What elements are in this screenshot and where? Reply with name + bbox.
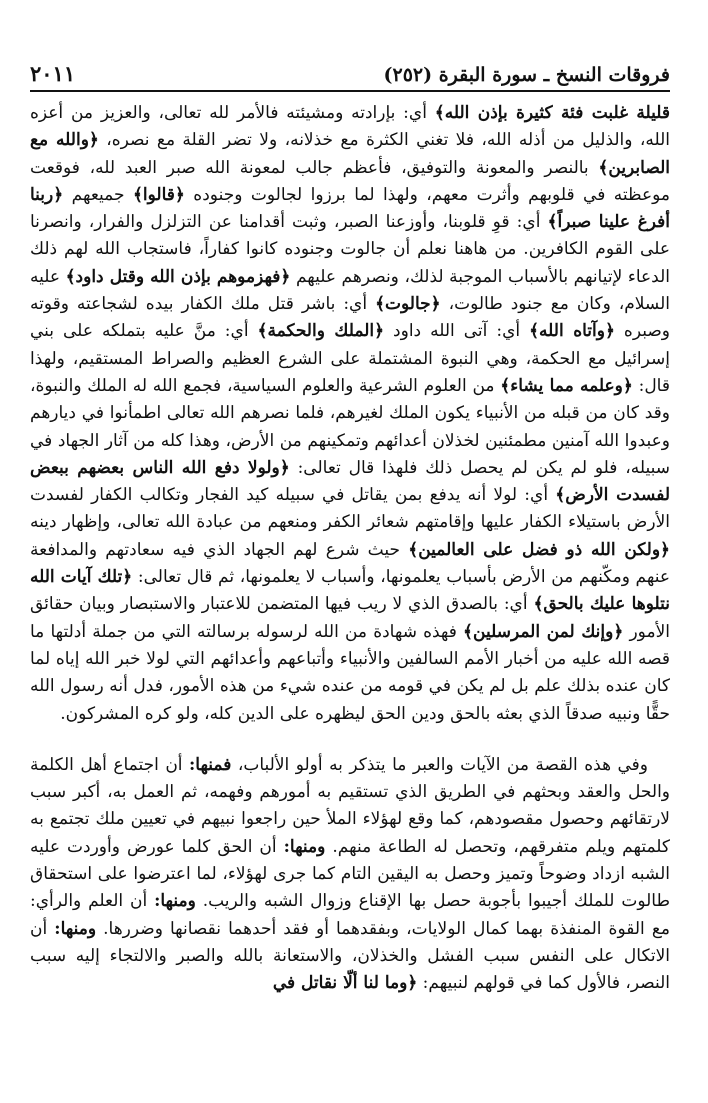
quran-quote: ﴿والله مع الصابرين﴾ (30, 130, 670, 178)
page-number: ٢٠١١ (30, 61, 76, 86)
quran-quote: ﴿وإنك لمن المرسلين﴾ (463, 621, 624, 642)
paragraph-2 (30, 752, 670, 998)
point-keyword: ومنها: (154, 891, 196, 912)
point-keyword: فمنها: (189, 754, 232, 775)
point-keyword: ومنها: (54, 918, 97, 939)
text-run: أن العلم والرأي: مع القوة المنفذة بهما كمال الولايات، وبفقدهما أو فقد أحدهما نقصانها وضررها. (30, 891, 670, 939)
quran-quote: ﴿وما لنا ألّا نقاتل في (272, 973, 418, 994)
text-run: أي: منَّ عليه بتملكه على بني إسرائيل مع الحكمة، وهي النبوة المشتملة على الشرع العظيم والصراط المستقيم، ولهذا قال: (30, 321, 670, 396)
text-run: فهذه شهادة من الله لرسوله برسالته التي من جملة أدلتها ما قصه الله عليه من أخبار الأمم السالفين والأنبياء وأتباعهم وأعدائهم التي لولا خبر الله إياه لما كان عنده بذلك علم بل لم يكن في قومه من عنده شيء من هذه الأمور، فدل أنه رسول الله حقًّا ونبيه صدقاً الذي بعثه بالحق ودين الحق ليظهره على الدين كله، ولو كره المشركون. (30, 621, 670, 724)
text-run: من العلوم الشرعية والعلوم السياسية، فجمع الله له الملك والنبوة، وقد كان من قبله من الأنبياء يكون الملك لغيرهم، فلما نصرهم الله تعالى اطمأنوا في ديارهم وعبدوا الله آمنين مطمئنين لخذلان أعدائهم وتمكينهم من الأرض، وهذا كله من آثار الجهاد في سبيله، فلو لم يكن لم يحصل ذلك فلهذا قال تعالى: (30, 375, 670, 478)
running-title: فروقات النسخ ـ سورة البقرة (٢٥٢) (383, 64, 670, 86)
text-run: أي: آتى الله داود (384, 321, 530, 342)
text-run: وفي هذه القصة من الآيات والعبر ما يتذكر به أولو الألباب، (231, 754, 648, 775)
text-run: جميعهم (63, 184, 133, 205)
page-header (30, 56, 670, 92)
text-run: عليه السلام، وكان مع جنود طالوت، (30, 266, 670, 315)
point-keyword: ومنها: (283, 836, 326, 857)
body-text (30, 100, 670, 998)
text-run: أن الاتكال على النفس سبب الفشل والخذلان، والاستعانة بالله والصبر والالتجاء إليه سبب النصر، فالأول كما في قولهم لنبيهم: (30, 918, 670, 994)
quran-quote: ﴿قالوا﴾ (132, 184, 185, 205)
text-run: أي: قوِ قلوبنا، وأوزعنا الصبر، وثبت أقدامنا عن التزلزل والفرار، وانصرنا على القوم الكافرين. من هاهنا نعلم أن جالوت وجنوده كانوا كفاراً، فاستجاب الله لهم ذلك الدعاء لإتيانهم بالأسباب الموجبة لذلك، ونصرهم عليهم (30, 212, 671, 287)
text-run: حيث شرع لهم الجهاد الذي فيه سعادتهم والمدافعة عنهم ومكّنهم من الأرض بأسباب يعلمونها، وأسباب لا يعلمونها، ثم قال تعالى: (30, 539, 670, 588)
text-run: أن اجتماع أهل الكلمة والحل والعقد وبحثهم في الطريق الذي تستقيم به أمورهم وفهمه، ثم العمل به، أكبر سبب لارتقائهم وحصول مقصودهم، كما وقع لهؤلاء الملأ حين راجعوا نبيهم في تعيين ملك تجتمع به كلمتهم ويلم متفرقهم، وتحصل له الطاعة منهم. (30, 754, 670, 857)
quran-quote: ﴿وعلمه مما يشاء﴾ (500, 375, 633, 396)
text-run: أي: بالصدق الذي لا ريب فيها المتضمن للاعتبار والاستبصار وبيان حقائق الأمور (30, 594, 670, 642)
quran-quote: قليلة غلبت فئة كثيرة بإذن الله﴾ (434, 103, 670, 123)
text-run: بالنصر والمعونة والتوفيق، فأعظم جالب لمعونة الله صبر العبد لله، فوقعت موعظته في قلوبهم وأثرت معهم، ولهذا لما برزوا لجالوت وجنوده (30, 157, 670, 205)
quran-quote: ﴿ربنا أفرغ علينا صبراً﴾ (30, 184, 670, 233)
quran-quote: ﴿ولكن الله ذو فضل على العالمين﴾ (408, 539, 670, 560)
paragraph-1 (30, 100, 670, 728)
text-run: أي: لولا أنه يدفع بمن يقاتل في سبيله كيد الفجار وتكالب الكفار لفسدت الأرض باستيلاء الكفار عليها وإقامتهم شعائر الكفر ومنعهم من عبادة الله تعالى، وإظهار دينه (30, 485, 670, 533)
text-run: أن الحق كلما عورض وأوردت عليه الشبه ازداد وضوحاً وتميز وحصل به اليقين التام كما جرى لهؤلاء، لما اعترضوا على استحقاق طالوت للملك أجيبوا بأجوبة حصل بها الإقناع وزوال الشبه والريب. (30, 836, 670, 912)
quran-quote: ﴿تلك آيات الله نتلوها عليك بالحق﴾ (30, 567, 671, 615)
quran-quote: ﴿فهزموهم بإذن الله وقتل داود﴾ (65, 266, 291, 287)
text-run: أي: بإرادته ومشيئته فالأمر لله تعالى، والعزيز من أعزه الله، والذليل من أذله الله، فلا تغني الكثرة مع خذلانه، ولا تضر القلة مع نصره، (30, 103, 670, 151)
text-run: أي: باشر قتل ملك الكفار بيده لشجاعته وقوته وصبره (30, 294, 670, 342)
quran-quote: ﴿وآتاه الله﴾ (529, 321, 615, 342)
quran-quote: ﴿الملك والحكمة﴾ (257, 321, 385, 342)
quran-quote: ﴿جالوت﴾ (375, 294, 441, 315)
quran-quote: ﴿ولولا دفع الله الناس بعضهم ببعض لفسدت الأرض﴾ (30, 457, 671, 506)
